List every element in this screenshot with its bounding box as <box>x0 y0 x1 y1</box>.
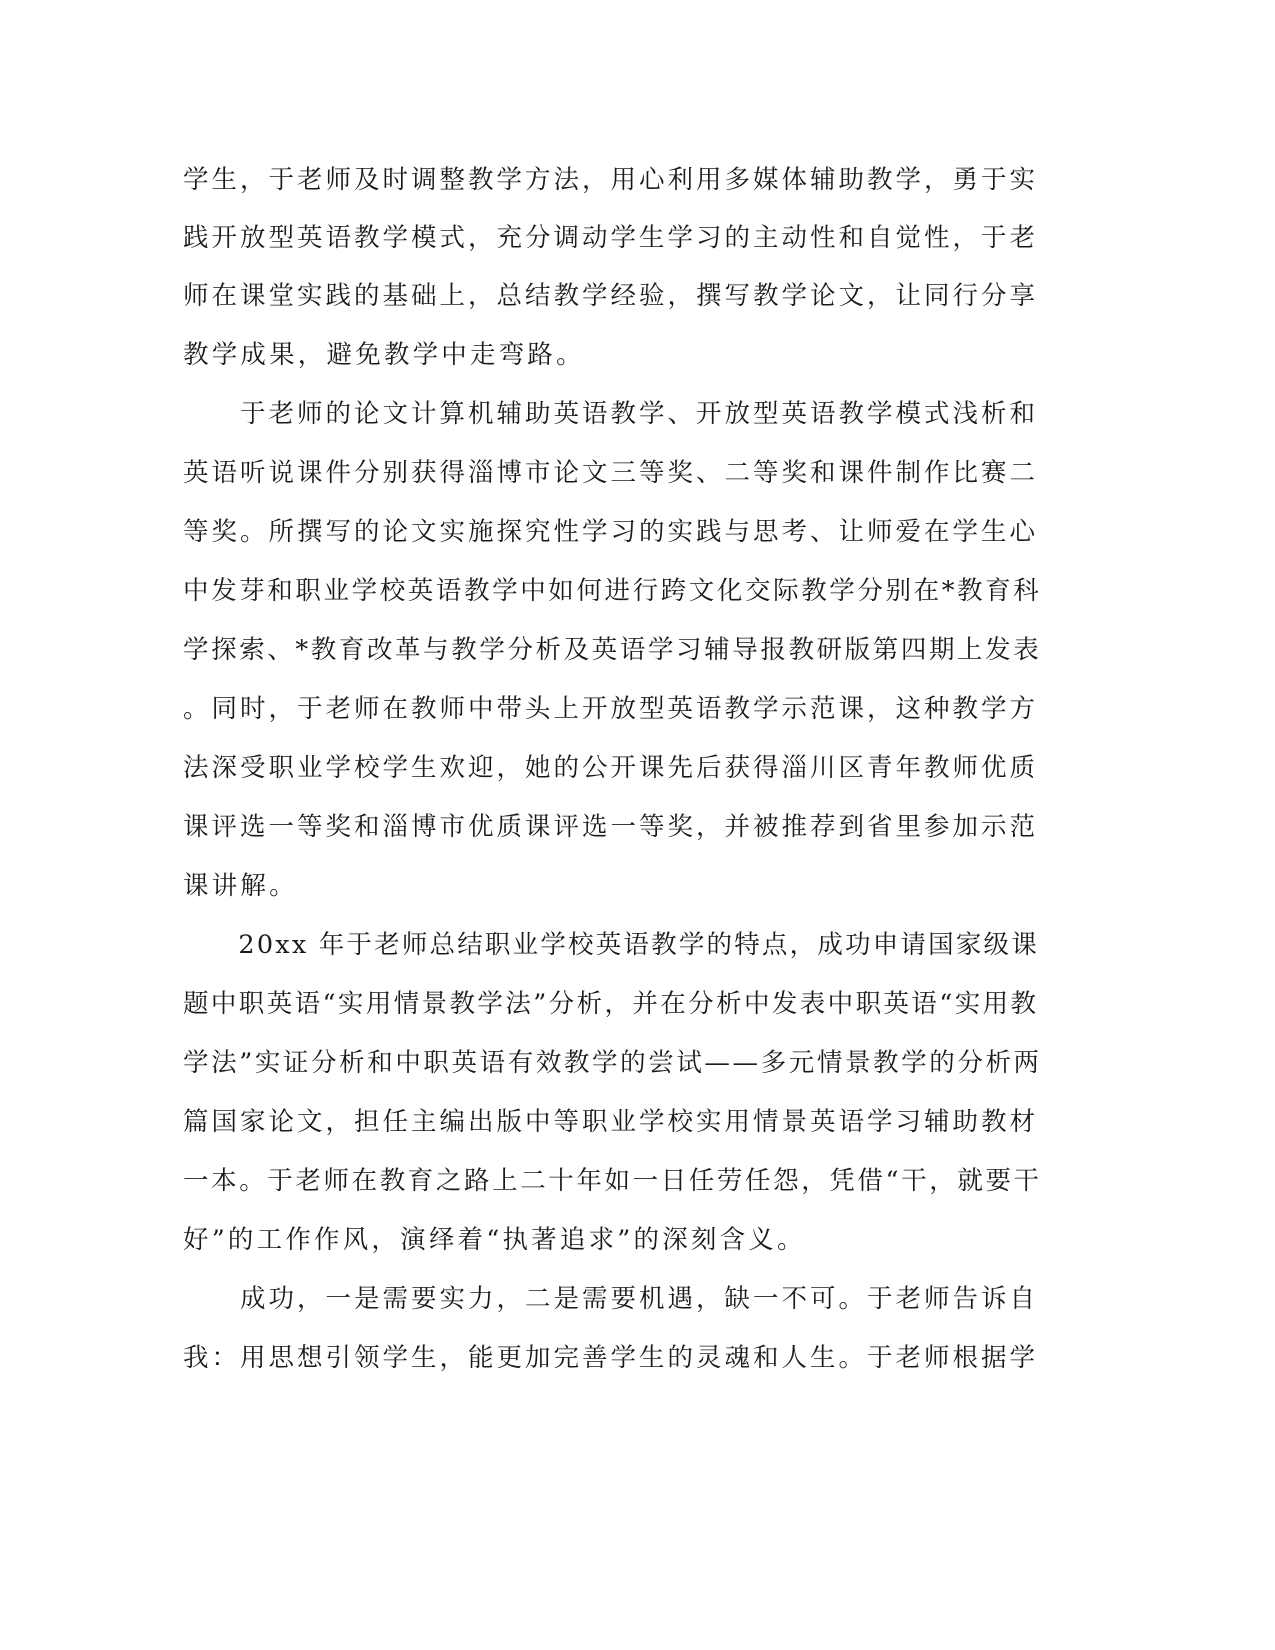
text-line-1: 学生，于老师及时调整教学方法，用心利用多媒体辅助教学，勇于实 <box>183 165 1039 195</box>
text-line-16: 学法”实证分析和中职英语有效教学的尝试——多元情景教学的分析两 <box>183 1048 1042 1078</box>
text-line-18: 一本。于老师在教育之路上二十年如一日任劳任怨，凭借“干，就要干 <box>183 1166 1042 1196</box>
text-line-11: 法深受职业学校学生欢迎，她的公开课先后获得淄川区青年教师优质 <box>183 753 1039 783</box>
text-line-2: 践开放型英语教学模式，充分调动学生学习的主动性和自觉性，于老 <box>183 223 1039 253</box>
text-line-21: 我：用思想引领学生，能更加完善学生的灵魂和人生。于老师根据学 <box>183 1343 1039 1373</box>
text-line-8: 中发芽和职业学校英语教学中如何进行跨文化交际教学分别在*教育科 <box>183 576 1042 606</box>
text-line-13: 课讲解。 <box>183 871 298 901</box>
text-line-7: 等奖。所撰写的论文实施探究性学习的实践与思考、让师爱在学生心 <box>183 517 1039 547</box>
text-line-15: 题中职英语“实用情景教学法”分析，并在分析中发表中职英语“实用教 <box>183 989 1039 1019</box>
text-line-17: 篇国家论文，担任主编出版中等职业学校实用情景英语学习辅助教材 <box>183 1107 1039 1137</box>
text-line-14: 20xx 年于老师总结职业学校英语教学的特点，成功申请国家级课 <box>183 930 1039 960</box>
text-line-4: 教学成果，避免教学中走弯路。 <box>183 340 585 370</box>
text-line-10: 。同时，于老师在教师中带头上开放型英语教学示范课，这种教学方 <box>183 694 1039 724</box>
text-line-6: 英语听说课件分别获得淄博市论文三等奖、二等奖和课件制作比赛二 <box>183 458 1039 488</box>
text-line-5: 于老师的论文计算机辅助英语教学、开放型英语教学模式浅析和 <box>183 399 1039 429</box>
text-line-12: 课评选一等奖和淄博市优质课评选一等奖，并被推荐到省里参加示范 <box>183 812 1039 842</box>
text-line-20: 成功，一是需要实力，二是需要机遇，缺一不可。于老师告诉自 <box>183 1284 1039 1314</box>
text-line-19: 好”的工作作风，演绎着“执著追求”的深刻含义。 <box>183 1225 806 1255</box>
text-line-9: 学探索、*教育改革与教学分析及英语学习辅导报教研版第四期上发表 <box>183 635 1042 665</box>
text-line-3: 师在课堂实践的基础上，总结教学经验，撰写教学论文，让同行分享 <box>183 281 1039 311</box>
